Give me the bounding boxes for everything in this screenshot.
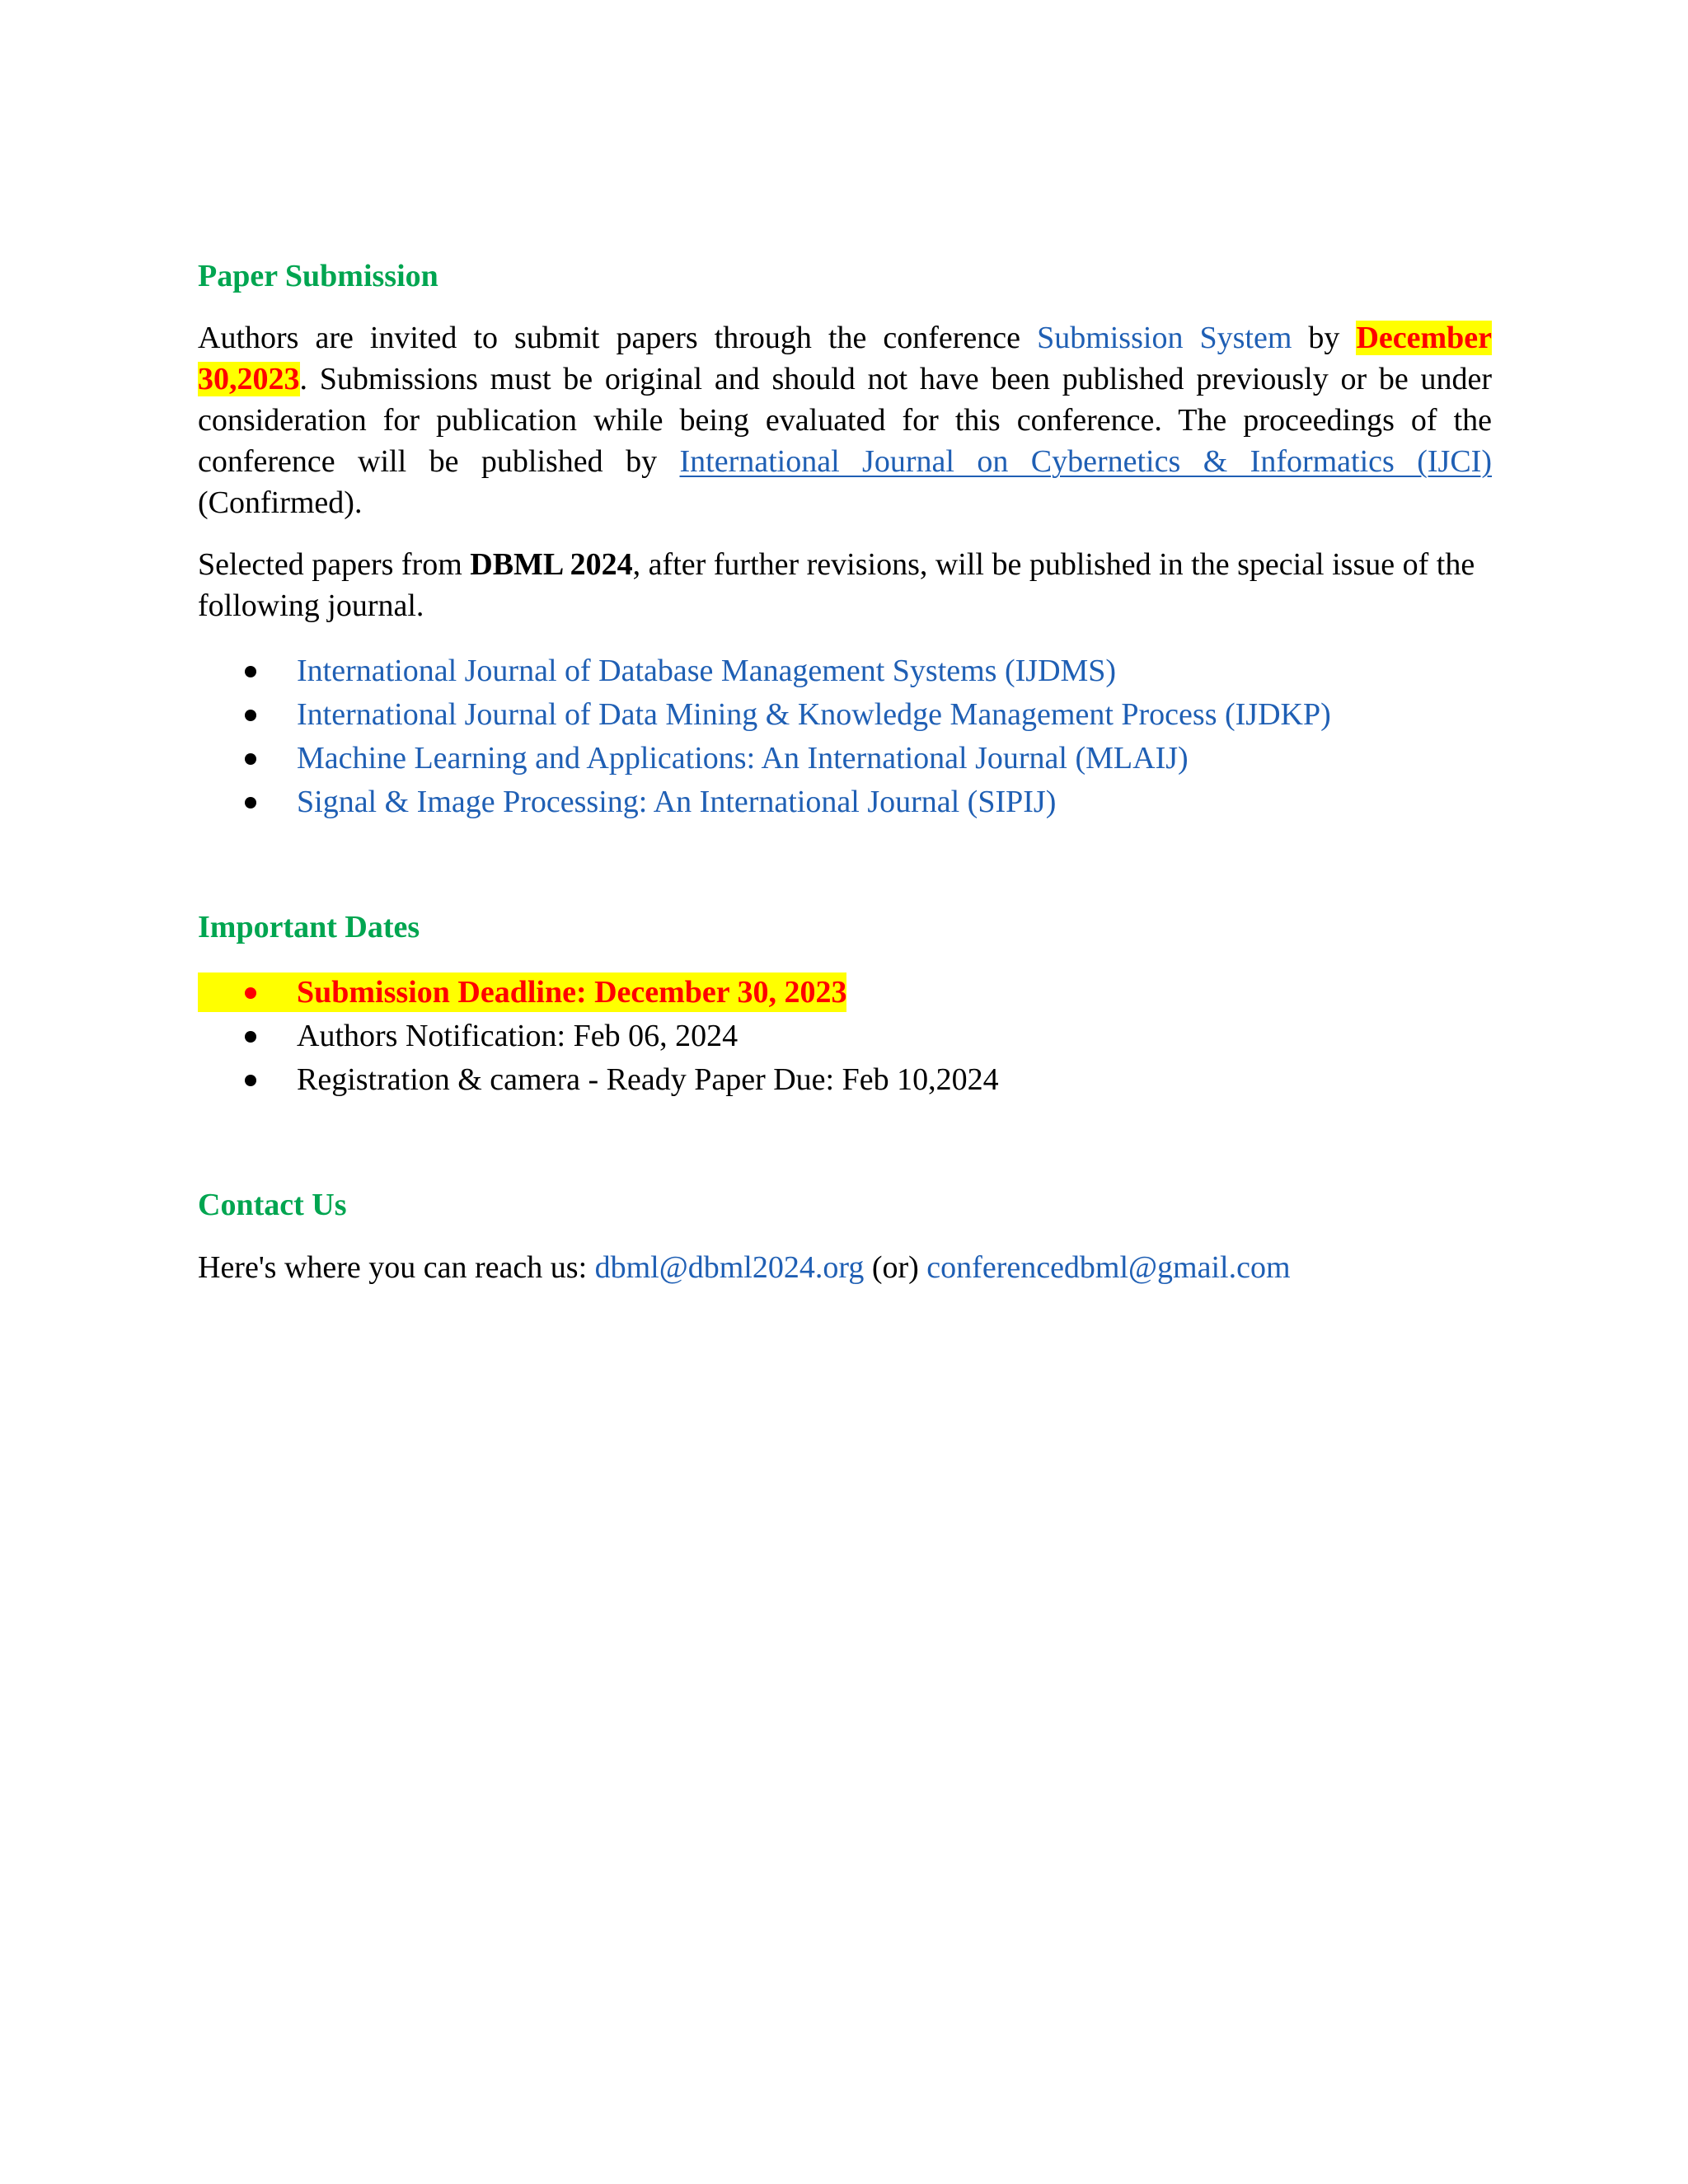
list-item — [198, 971, 1492, 1015]
submission-text-3: . Submissions must be original and should not have been published previously or be under consideration for publication while being evaluated for this conference. The proceedings of the conference will be published by — [198, 362, 1492, 479]
paper-submission-heading: Paper Submission — [198, 259, 438, 293]
bullet-icon — [245, 987, 256, 999]
submission-text-1: Authors are invited to submit papers through the conference — [198, 321, 1038, 355]
journal-link-mlaij[interactable]: Machine Learning and Applications: An International Journal (MLAIJ) — [297, 741, 1189, 776]
submission-system-link[interactable]: Submission System — [1037, 321, 1292, 355]
document-page — [198, 255, 1492, 1288]
journal-link-ijdkp[interactable]: International Journal of Data Mining & Knowledge Management Process (IJDKP) — [297, 697, 1331, 732]
contact-heading: Contact Us — [198, 1188, 347, 1222]
submission-text-4: (Confirmed). — [198, 485, 363, 520]
selected-text-1: Selected papers from — [198, 547, 471, 582]
selected-papers-paragraph — [198, 544, 1492, 626]
deadline-item-highlight — [198, 972, 846, 1012]
list-item — [198, 693, 1492, 737]
deadline-item-text: Submission Deadline: December 30, 2023 — [297, 975, 847, 1010]
ijci-link[interactable]: International Journal on Cybernetics & Informatics (IJCI) — [679, 444, 1492, 479]
important-dates-heading: Important Dates — [198, 910, 420, 944]
list-item — [198, 1058, 1492, 1102]
email-link-secondary[interactable]: conferencedbml@gmail.com — [926, 1250, 1291, 1285]
bullet-icon — [245, 797, 256, 808]
submission-text-2: by — [1292, 321, 1357, 355]
selected-text-2: , after further revisions, will be published in the special issue of the following journal. — [198, 547, 1475, 623]
submission-paragraph — [198, 317, 1492, 523]
contact-text-2: (or) — [864, 1250, 927, 1285]
contact-text-1: Here's where you can reach us: — [198, 1250, 595, 1285]
journal-list — [198, 649, 1492, 824]
bullet-icon — [245, 710, 256, 721]
deadline-highlight: December 30,2023 — [198, 321, 1492, 396]
journal-link-sipij[interactable]: Signal & Image Processing: An International Journal (SIPIJ) — [297, 785, 1057, 819]
list-item — [198, 780, 1492, 824]
registration-item-text: Registration & camera - Ready Paper Due: Feb 10,2024 — [297, 1062, 999, 1097]
journal-link-ijdms[interactable]: International Journal of Database Management Systems (IJDMS) — [297, 654, 1117, 688]
notification-item-text: Authors Notification: Feb 06, 2024 — [297, 1019, 738, 1053]
contact-paragraph — [198, 1247, 1492, 1288]
list-item — [198, 737, 1492, 780]
conference-name: DBML 2024 — [470, 547, 633, 582]
bullet-icon — [245, 666, 256, 677]
bullet-icon — [245, 1031, 256, 1043]
list-item — [198, 1015, 1492, 1058]
email-link-primary[interactable]: dbml@dbml2024.org — [594, 1250, 865, 1285]
list-item — [198, 649, 1492, 693]
dates-list — [198, 971, 1492, 1102]
bullet-icon — [245, 753, 256, 765]
bullet-icon — [245, 1075, 256, 1086]
